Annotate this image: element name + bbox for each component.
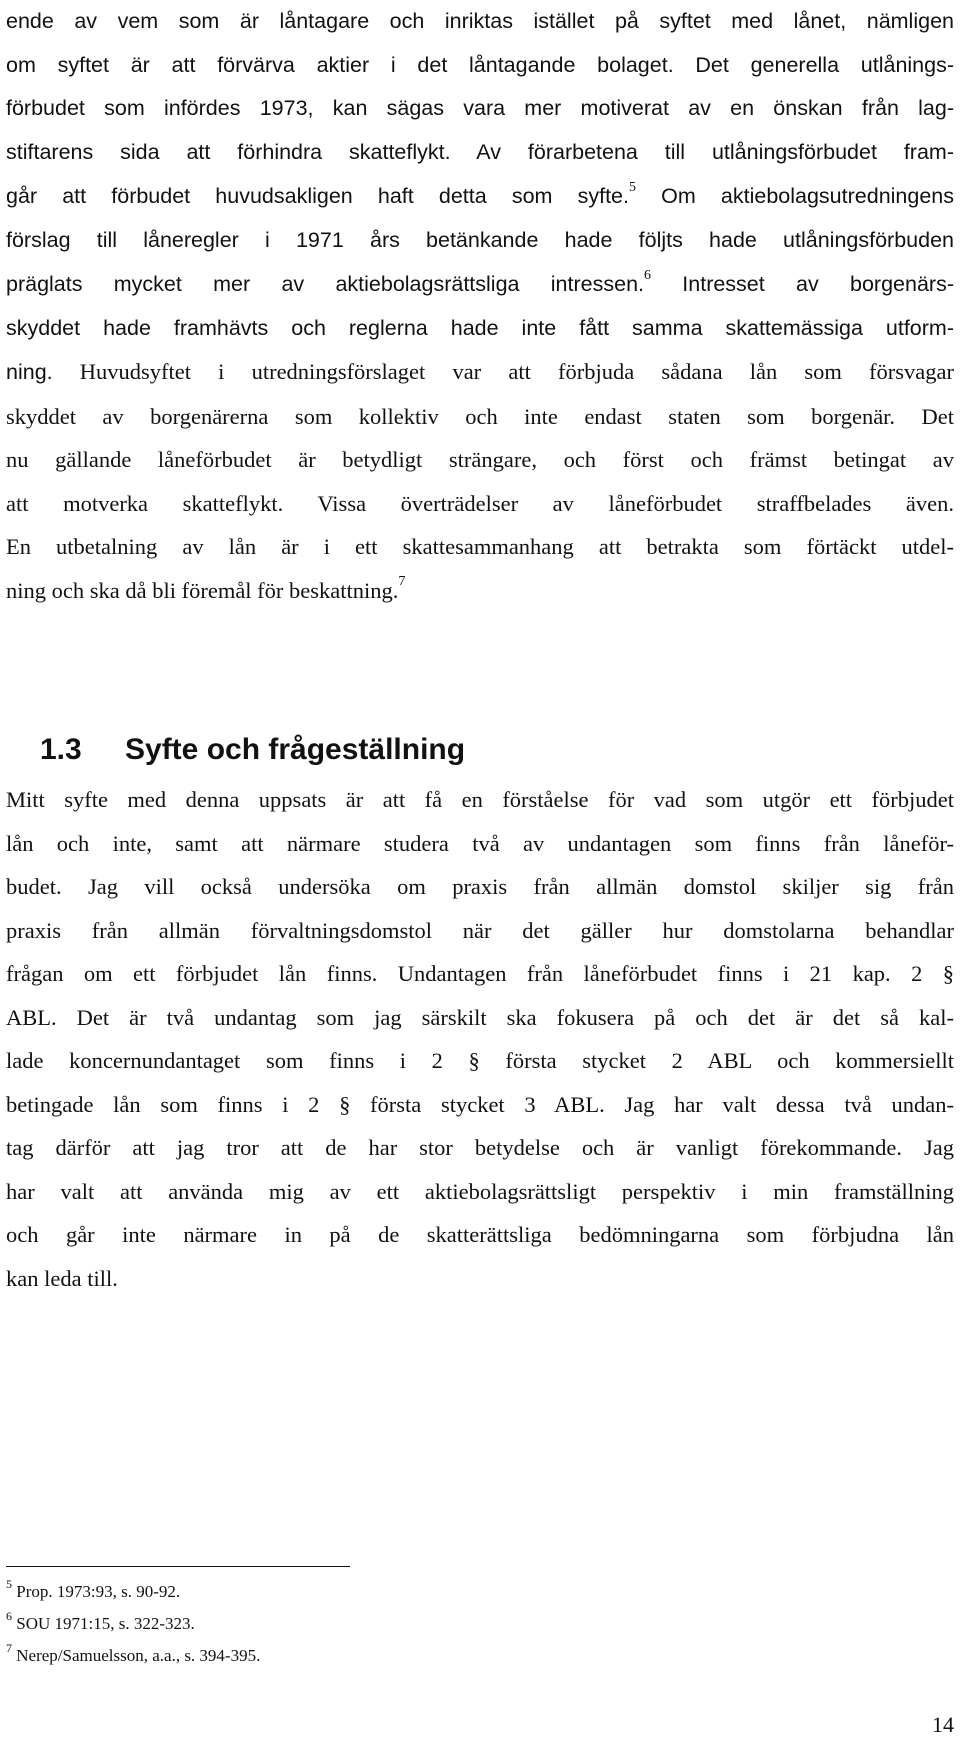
text-line: kan leda till.	[6, 1265, 118, 1291]
text-run: går att förbudet huvudsakligen haft detta som syfte.	[6, 184, 629, 208]
text-line: ende av vem som är låntagare och inriktas istället på syftet med lånet, nämligen	[6, 9, 954, 33]
text-run: Huvudsyftet i utredningsförslaget var att förbjuda sådana lån som försvagar	[52, 359, 954, 384]
section-title: Syfte och frågeställning	[125, 733, 466, 766]
text-line	[6, 350, 954, 395]
footnote-ref[interactable]: 5	[629, 179, 636, 195]
text-run: Intresset av borgenärs-	[651, 272, 954, 296]
footnote-number: 5	[6, 1577, 12, 1592]
text-line: lån och inte, samt att närmare studera två av undantagen som finns från låneför-	[6, 830, 954, 856]
text-line: och går inte närmare in på de skatterättsliga bedömningarna som förbjudna lån	[6, 1222, 954, 1247]
text-line: lade koncernundantaget som finns i 2 § första stycket 2 ABL och kommersiellt	[6, 1048, 954, 1073]
text-run: Om aktiebolagsutredningens	[636, 184, 955, 208]
footnote-number: 7	[6, 1641, 12, 1656]
text-line	[6, 174, 954, 219]
text-line: nu gällande låneförbudet är betydligt strängare, och först och främst betingat av	[6, 447, 954, 472]
text-line: skyddet hade framhävts och reglerna hade inte fått samma skattemässiga utform-	[6, 315, 954, 340]
text-line: förbudet som infördes 1973, kan sägas vara mer motiverat av en önskan från lag-	[6, 96, 954, 120]
section-number: 1.3	[40, 733, 82, 766]
footnote-text: Prop. 1973:93, s. 90-92.	[16, 1582, 181, 1601]
text-line: betingade lån som finns i 2 § första stycket 3 ABL. Jag har valt dessa två undan-	[6, 1091, 954, 1117]
footnote-ref[interactable]: 6	[644, 267, 651, 283]
text-run: präglats mycket mer av aktiebolagsrättsliga intressen.	[6, 272, 644, 296]
text-line: förslag till låneregler i 1971 års betänkande hade följts hade utlåningsförbuden	[6, 227, 954, 252]
text-line: budet. Jag vill också undersöka om praxis från allmän domstol skiljer sig från	[6, 874, 954, 899]
footnote-item	[6, 1640, 606, 1672]
footnote-text: Nerep/Samuelsson, a.a., s. 394-395.	[16, 1646, 261, 1665]
text-run: ning och ska då bli föremål för beskattning.	[6, 577, 399, 603]
footnote-item	[6, 1576, 606, 1608]
body-paragraph-2	[6, 778, 954, 1300]
text-line	[6, 262, 954, 307]
text-line: tag därför att jag tror att de har stor betydelse och är vanligt förekommande. Jag	[6, 1135, 954, 1160]
text-line: har valt att använda mig av ett aktiebolagsrättsligt perspektiv i min framställning	[6, 1178, 954, 1204]
text-line: om syftet är att förvärva aktier i det låntagande bolaget. Det generella utlånings-	[6, 52, 954, 77]
text-line: frågan om ett förbjudet lån finns. Undantagen från låneförbudet finns i 21 kap. 2 §	[6, 961, 954, 986]
text-run: ning.	[6, 360, 53, 384]
footnote-number: 6	[6, 1609, 12, 1624]
text-line: praxis från allmän förvaltningsdomstol när det gäller hur domstolarna behandlar	[6, 917, 954, 943]
section-heading	[40, 732, 465, 768]
page-number: 14	[932, 1712, 954, 1737]
footnote-divider	[6, 1566, 350, 1567]
text-line: ABL. Det är två undantag som jag särskilt ska fokusera på och det är det så kal-	[6, 1004, 954, 1030]
text-line: En utbetalning av lån är i ett skattesammanhang att betrakta som förtäckt utdel-	[6, 534, 954, 559]
text-line: stiftarens sida att förhindra skatteflykt. Av förarbetena till utlåningsförbudet fram-	[6, 139, 954, 164]
body-paragraph-1	[6, 0, 954, 612]
footnotes	[6, 1576, 606, 1672]
footnote-text: SOU 1971:15, s. 322-323.	[16, 1614, 195, 1633]
footnote-item	[6, 1608, 606, 1640]
footnote-ref[interactable]: 7	[398, 574, 406, 589]
text-line: skyddet av borgenärerna som kollektiv och inte endast staten som borgenär. Det	[6, 403, 954, 429]
text-line: Mitt syfte med denna uppsats är att få en förståelse för vad som utgör ett förbjudet	[6, 787, 954, 812]
text-line: att motverka skatteflykt. Vissa överträdelser av låneförbudet straffbelades även.	[6, 490, 954, 516]
text-line	[6, 569, 954, 613]
